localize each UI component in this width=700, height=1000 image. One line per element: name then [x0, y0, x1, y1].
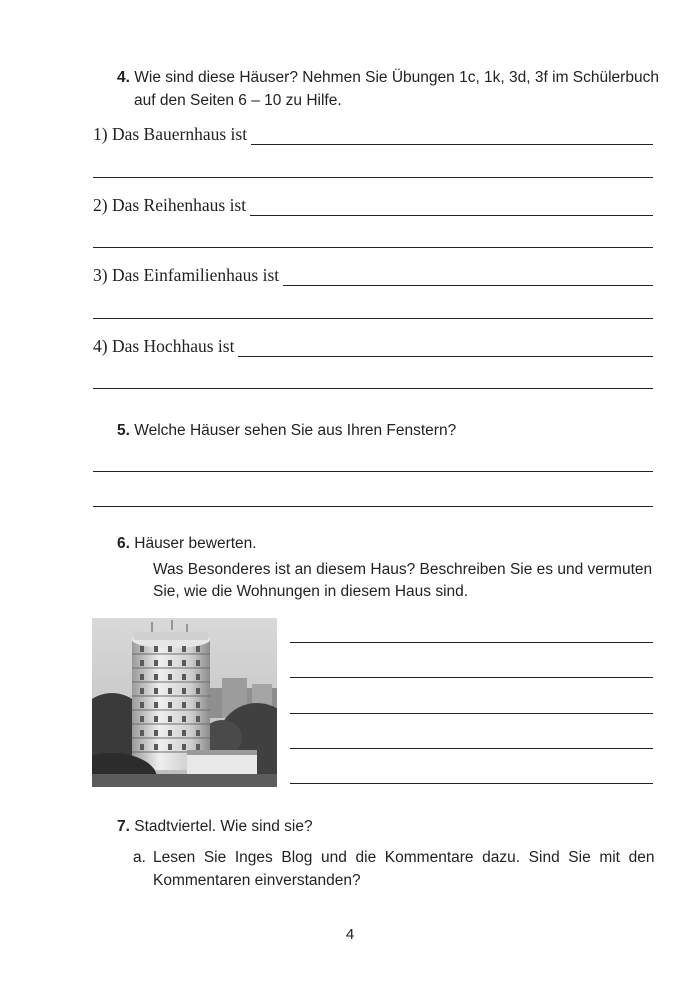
- building-photo-drawing: [92, 618, 277, 787]
- task-4-number: 4.: [117, 69, 130, 86]
- task-5-heading: [117, 420, 456, 442]
- task-6-heading: [117, 533, 257, 555]
- task-4-item-4: [93, 336, 653, 357]
- task-5-question: Welche Häuser sehen Sie aus Ihren Fenstern?: [134, 422, 457, 439]
- task-6-number: 6.: [117, 535, 130, 552]
- answer-line-4b[interactable]: [93, 388, 653, 389]
- task-4-item-2-label: 2) Das Reihenhaus ist: [93, 195, 247, 215]
- task-6-instruction-line1: Was Besonderes ist an diesem Haus? Beschreiben Sie es und vermuten: [153, 561, 653, 578]
- task-6-title: Häuser bewerten.: [134, 535, 257, 552]
- answer-line-3b[interactable]: [93, 318, 653, 319]
- task-4-item-3: [93, 265, 653, 286]
- answer-line-1a[interactable]: [251, 130, 653, 145]
- task-7-heading: [117, 816, 313, 838]
- task-7a-label: a.: [133, 849, 146, 866]
- task-4-instruction-line1: Wie sind diese Häuser? Nehmen Sie Übungen 1c, 1k, 3d, 3f im Schülerbuch: [134, 69, 659, 86]
- answer-line-2b[interactable]: [93, 247, 653, 248]
- answer-line-4a[interactable]: [238, 342, 653, 357]
- answer-line-2a[interactable]: [250, 201, 653, 216]
- task-4-item-1-label: 1) Das Bauernhaus ist: [93, 124, 248, 144]
- page-number: 4: [345, 926, 355, 943]
- task-4-item-1: [93, 124, 653, 145]
- task-7-number: 7.: [117, 818, 130, 835]
- answer-line-1b[interactable]: [93, 177, 653, 178]
- round-high-rise-building-photo: [92, 618, 277, 787]
- task-4-instruction-line2: auf den Seiten 6 – 10 zu Hilfe.: [134, 92, 342, 109]
- task-7-title: Stadtviertel. Wie sind sie?: [134, 818, 313, 835]
- task-7a-text-line1: Lesen Sie Inges Blog und die Kommentare dazu. Sind Sie mit den: [153, 849, 655, 866]
- task-4-heading: [117, 67, 677, 89]
- answer-line-6b[interactable]: [290, 677, 653, 678]
- answer-line-6d[interactable]: [290, 748, 653, 749]
- task-4-item-4-label: 4) Das Hochhaus ist: [93, 336, 235, 356]
- answer-line-3a[interactable]: [283, 271, 653, 286]
- task-6-instruction-line2: Sie, wie die Wohnungen in diesem Haus sind.: [153, 583, 469, 600]
- task-5-number: 5.: [117, 422, 130, 439]
- answer-line-5a[interactable]: [93, 471, 653, 472]
- answer-line-6e[interactable]: [290, 783, 653, 784]
- answer-line-6c[interactable]: [290, 713, 653, 714]
- task-4-item-2: [93, 195, 653, 216]
- task-7a-text-line2: Kommentaren einverstanden?: [153, 872, 361, 889]
- answer-line-6a[interactable]: [290, 642, 653, 643]
- answer-line-5b[interactable]: [93, 506, 653, 507]
- task-4-item-3-label: 3) Das Einfamilienhaus ist: [93, 265, 280, 285]
